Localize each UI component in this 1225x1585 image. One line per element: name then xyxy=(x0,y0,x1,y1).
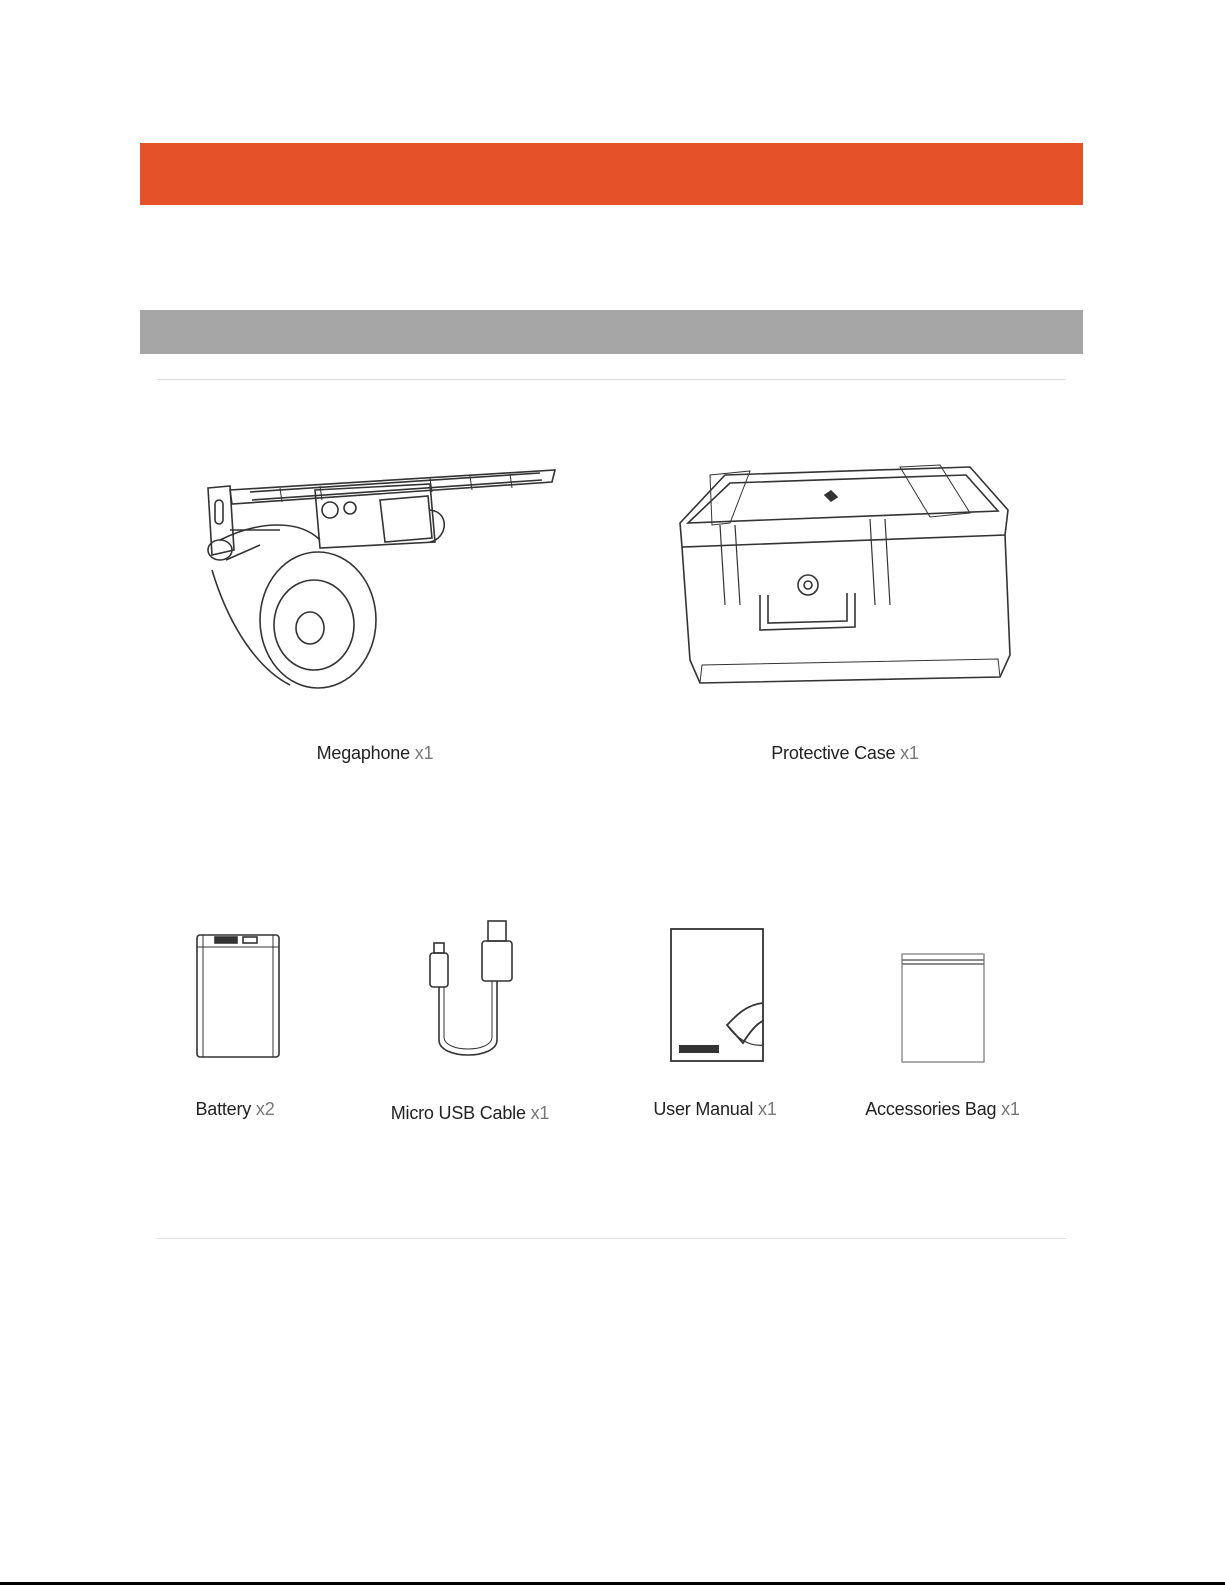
item-label: Battery xyxy=(195,1099,252,1119)
item-usb-cable xyxy=(380,915,560,1124)
item-label: Protective Case xyxy=(771,743,896,763)
item-label: Accessories Bag xyxy=(865,1099,997,1119)
accessories-bag-icon xyxy=(898,950,988,1065)
section-header-bar xyxy=(140,310,1083,354)
item-protective-case xyxy=(670,455,1020,764)
item-user-manual xyxy=(635,925,795,1120)
battery-icon xyxy=(185,925,285,1065)
item-battery xyxy=(165,925,305,1120)
item-qty: x1 xyxy=(758,1099,777,1119)
protective-case-icon xyxy=(670,455,1020,695)
header-bar xyxy=(140,143,1083,205)
item-qty: x1 xyxy=(414,743,434,763)
item-qty: x1 xyxy=(1001,1099,1020,1119)
item-label: User Manual xyxy=(653,1099,754,1119)
user-manual-icon xyxy=(665,925,765,1065)
item-qty: x1 xyxy=(530,1103,550,1123)
megaphone-icon xyxy=(190,460,560,695)
item-megaphone xyxy=(190,460,560,764)
divider-bottom xyxy=(157,1238,1066,1239)
item-label: Micro USB Cable xyxy=(390,1103,526,1123)
divider-top xyxy=(157,379,1066,380)
item-label: Megaphone xyxy=(316,743,410,763)
item-qty: x1 xyxy=(900,743,919,763)
item-accessories-bag xyxy=(855,950,1030,1120)
usb-cable-icon xyxy=(410,915,530,1065)
item-qty: x2 xyxy=(255,1099,275,1119)
